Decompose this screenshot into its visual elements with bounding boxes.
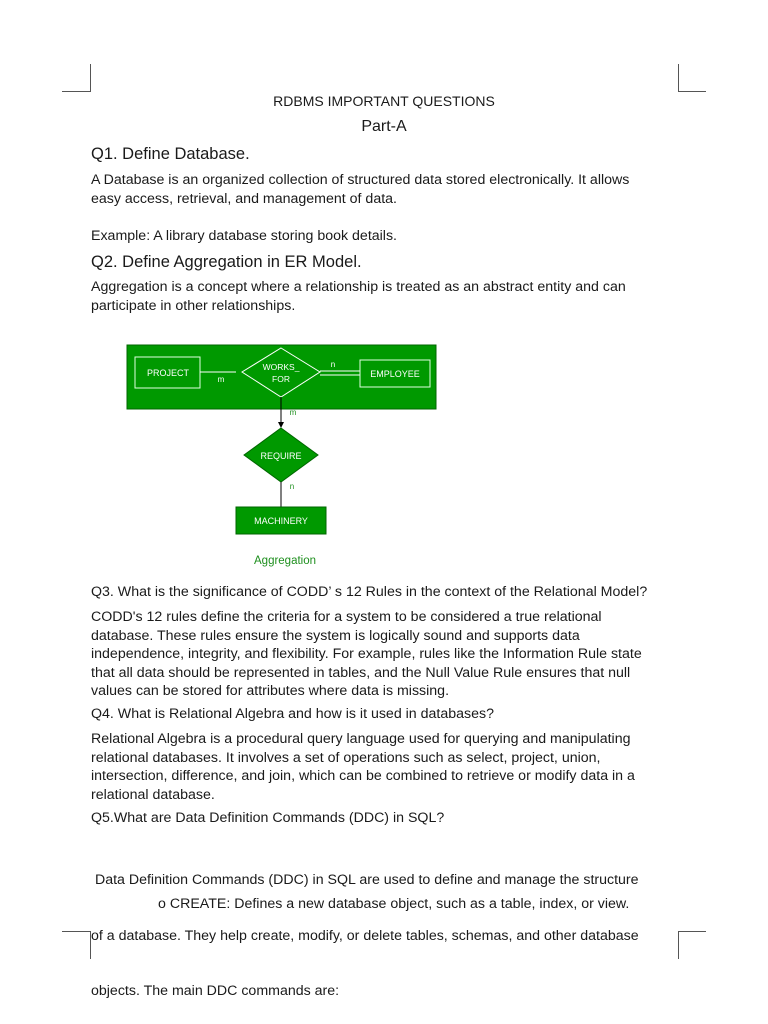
works-for-label-line2: FOR [272, 374, 290, 384]
q2-answer [91, 278, 681, 315]
q2-answer-line: participate in other relationships. [91, 297, 296, 314]
q3-answer-line: that all data should be represented in tables, and the Null Value Rule ensures that null [91, 664, 631, 681]
q5-bullet-create: o CREATE: Defines a new database object, such as a table, index, or view. [158, 896, 630, 912]
cardinality-n-down: n [289, 482, 295, 491]
q4-answer-line: relational databases. It involves a set of operations such as select, project, union, [91, 749, 601, 766]
aggregation-er-diagram [120, 340, 450, 545]
q5-answer-line: Data Definition Commands (DDC) in SQL are used to define and manage the structure [91, 872, 639, 888]
q3-answer-line: database. These rules ensure the system is logically sound and supports data [91, 627, 580, 644]
q4-answer-line: relational database. [91, 786, 215, 803]
works-for-label-line1: WORKS_ [262, 362, 300, 372]
q3-answer-line: values can be stored for attributes where data is missing. [91, 683, 450, 699]
q1-answer-line: easy access, retrieval, and management of data. [91, 190, 397, 207]
project-label: PROJECT [146, 368, 190, 378]
require-label: REQUIRE [260, 451, 302, 461]
crop-mark-top-left-h [62, 91, 91, 92]
diagram-caption: Aggregation [254, 555, 317, 567]
part-title: Part-A [361, 118, 407, 135]
arrow-head-icon [278, 422, 284, 428]
cardinality-m-down: m [289, 408, 297, 417]
q1-answer [91, 171, 681, 208]
q4-answer-line: Relational Algebra is a procedural query language used for querying and manipulating [91, 731, 631, 747]
q4-answer [91, 730, 681, 804]
q3-answer [91, 608, 681, 701]
q2-heading: Q2. Define Aggregation in ER Model. [91, 253, 362, 271]
q5-answer [91, 834, 681, 1019]
q3-answer-line: independence, integrity, and flexibility. For example, rules like the Information Rule state [91, 646, 642, 662]
q1-example: Example: A library database storing book details. [91, 228, 397, 244]
crop-mark-bottom-left-h [62, 931, 91, 932]
q5-answer-line: of a database. They help create, modify, or delete tables, schemas, and other database [91, 927, 639, 944]
q5-heading: Q5.What are Data Definition Commands (DDC) in SQL? [91, 810, 445, 826]
cardinality-n-right: n [330, 360, 336, 369]
crop-mark-top-right-h [678, 91, 706, 92]
q5-answer-line: objects. The main DDC commands are: [91, 983, 340, 999]
q3-answer-line: CODD's 12 rules define the criteria for a system to be considered a true relational [91, 609, 602, 625]
q4-answer-line: intersection, difference, and join, which can be combined to retrieve or modify data in a [91, 768, 635, 784]
q1-answer-line: A Database is an organized collection of structured data stored electronically. It allows [91, 172, 630, 188]
q3-heading: Q3. What is the significance of CODD’ s 12 Rules in the context of the Relational Model? [91, 584, 648, 600]
employee-label: EMPLOYEE [370, 369, 420, 379]
crop-mark-bottom-right-h [678, 931, 706, 932]
cardinality-m-left: m [217, 375, 225, 384]
crop-mark-top-left-v [90, 64, 91, 92]
machinery-label: MACHINERY [254, 516, 308, 526]
crop-mark-top-right-v [678, 64, 679, 92]
q2-answer-line: Aggregation is a concept where a relationship is treated as an abstract entity and can [91, 279, 626, 295]
q4-heading: Q4. What is Relational Algebra and how is it used in databases? [91, 706, 495, 722]
q1-heading: Q1. Define Database. [91, 145, 250, 163]
document-title: RDBMS IMPORTANT QUESTIONS [273, 93, 495, 109]
